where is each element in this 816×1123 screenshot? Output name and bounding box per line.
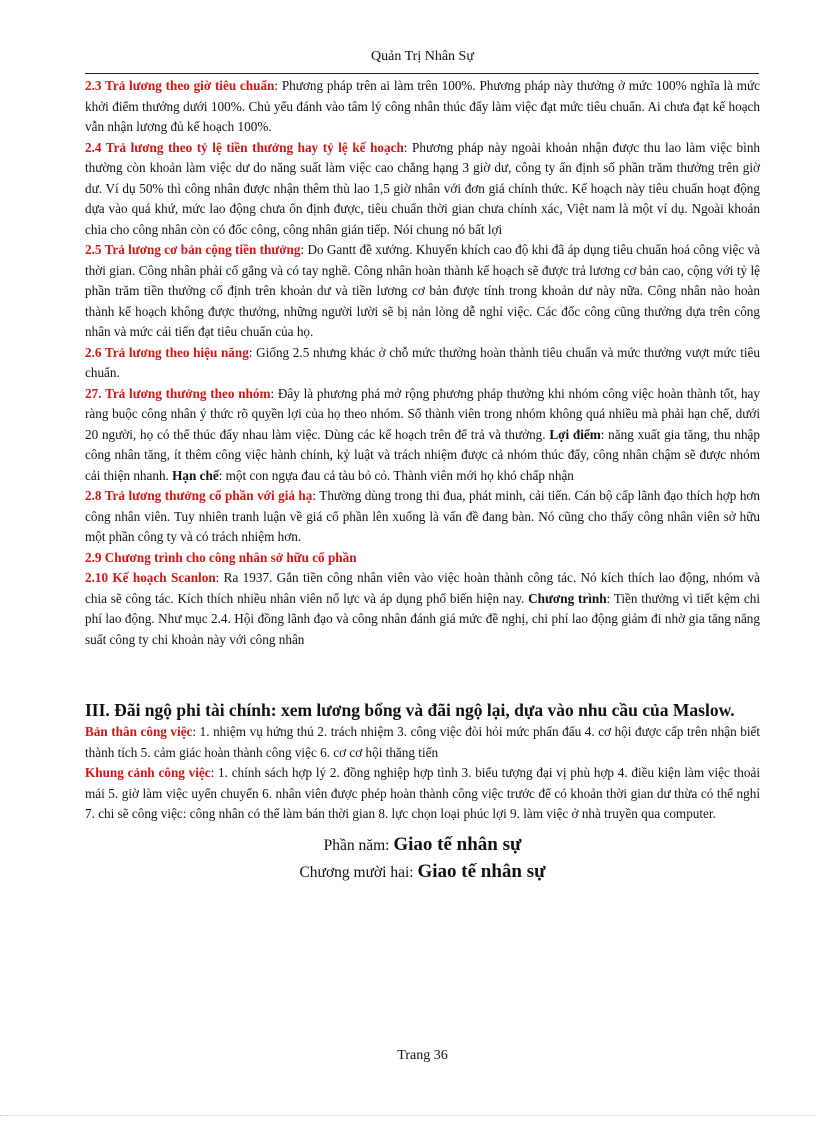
advantage-label: Lợi điểm <box>549 426 601 442</box>
heading-2-10: 2.10 Kế hoạch Scanlon <box>85 570 216 585</box>
paragraph-2-5 <box>85 240 760 343</box>
heading-2-6: 2.6 Trả lương theo hiệu năng <box>85 344 249 360</box>
paragraph-2-8 <box>85 486 760 548</box>
part-title <box>85 835 760 857</box>
paragraph-2-9 <box>85 548 760 569</box>
paragraph-environment <box>85 763 760 825</box>
text-2-3: : Phương pháp trên ai làm trên 100%. Phương pháp này thưởng ở mức 100% nghĩa là mức khởi điểm thưởng dưới 100%. Chủ yếu đánh vào tâm lý công nhân thúc đẩy làm việc đạt mức tiêu chuẩn. Ai chưa đạt kế hoạch vẫn nhận lương đủ kế hoạch 100%. <box>85 78 760 134</box>
page-edge <box>0 1115 816 1116</box>
chapter-name: Giao tế nhân sự <box>417 861 546 882</box>
paragraph-job <box>85 722 760 763</box>
text-2-7-c: : một con ngựa đau cả tàu bỏ cỏ. Thành viên mới họ khó chấp nhận <box>218 467 574 483</box>
job-label: Bản thân công việc <box>85 724 193 739</box>
paragraph-2-6 <box>85 343 760 384</box>
part-prefix: Phần năm: <box>323 836 394 854</box>
paragraph-2-4 <box>85 138 760 241</box>
text-2-10-a: : Ra 1937. Gắn tiền công nhân viên vào việc hoàn thành công tác. Nó kích thích lao động, nhóm và chia sẽ công tác. Kích thích nhiều nhân viên nổ lực và áp dụng phổ biến hiện nay. <box>85 570 761 606</box>
text-2-7-b: : năng xuất gia tăng, thu nhập công nhân tăng, ít thêm công việc hành chính, kỷ luật và trách nhiệm được cả nhóm thúc đẩy, công nhân chậm sẽ được nhóm cải thiện nhanh. <box>85 426 760 483</box>
text-2-10-b: : Tiền thưởng vì tiết kệm chi phí lao động. Như mục 2.4. Hội đồng lãnh đạo và công nhân đánh giá mức đề nghị, chi phí lao động giảm đi nhờ gia tăng năng suất công ty chi khoản này với công nhân <box>85 590 760 647</box>
section-3-heading: III. Đãi ngộ phi tài chính: xem lương bổng và đãi ngộ lại, dựa vào nhu cầu của Maslow. <box>85 700 735 720</box>
environment-label: Khung cảnh công việc <box>85 765 211 780</box>
chapter-title <box>85 862 760 884</box>
text-2-4: : Phương pháp này ngoài khoản nhận được thu lao làm việc bình thường còn khoản làm việc dư do năng suất làm việc cao chẳng hạng 3 giờ dư, công ty ấn định số phần trăm thưởng trên giờ dư. Ví dụ 50% thì công nhân được nhận thêm thù lao 1,5 giờ nhân với đơn giá chính thức. Kế hoạch này tiêu chuẩn hoạt động dựa vào quá khứ, mức lao động chưa ổn định được, tiêu chuẩn thời gian chưa chính xác, Việt nam là một ví dụ. Ngoài khoản chia cho công nhân còn có đốc công, công nhân gián tiếp. Nói chung nó bất lợi <box>85 139 761 237</box>
job-text: : 1. nhiệm vụ hứng thú 2. trách nhiệm 3. công việc đòi hỏi mức phấn đấu 4. cơ hội được cấp trên nhận biết thành tích 5. cảm giác hoàn thành công việc 6. cơ cơ hội thăng tiến <box>85 724 761 760</box>
page-number: Trang 36 <box>397 1048 448 1063</box>
header-rule <box>85 73 759 74</box>
heading-2-8: 2.8 Trả lương thưởng cổ phần với giá hạ <box>85 488 313 503</box>
text-2-8: : Thường dùng trong thi đua, phát minh, cải tiến. Cán bộ cấp lãnh đạo thích hợp hơn công nhân viên. Tuy nhiên tranh luận về giá cổ phần lên xuống là vấn đề đang bàn. Nó cũng cho thấy công nhân viên sở hữu một phần công ty và có trách nhiệm hơn. <box>85 488 760 544</box>
limit-label: Hạn chế <box>172 467 219 483</box>
heading-2-5: 2.5 Trả lương cơ bản cộng tiền thưởng <box>85 242 301 257</box>
program-label: Chương trình <box>528 590 607 606</box>
part-name: Giao tế nhân sự <box>393 833 522 855</box>
text-2-7-a: : Đây là phương phá mở rộng phương pháp thưởng khi nhóm công việc hoàn thành tốt, hay ràng buộc công nhân ý thức rõ quyền lợi của họ theo nhóm. Số thành viên trong nhóm không quá nhiều mà phải hạn chế, dưới 20 người, họ có thể thúc đẩy nhau làm việc. Dùng các kế hoạch trên để trả và thưởng. <box>85 385 760 442</box>
heading-2-9: 2.9 Chương trình cho công nhân sở hữu cổ phần <box>85 549 357 565</box>
document-body <box>85 76 760 884</box>
heading-2-4: 2.4 Trả lương theo tỷ lệ tiền thưởng hay tỷ lệ kế hoạch <box>85 139 404 155</box>
heading-2-3: 2.3 Trả lương theo giờ tiêu chuẩn <box>85 78 275 93</box>
text-2-6: : Giống 2.5 nhưng khác ở chỗ mức thưởng hoàn thành tiêu chuẩn và mức thưởng vượt mức tiêu chuẩn. <box>85 344 760 380</box>
environment-text: : 1. chính sách hợp lý 2. đồng nghiệp hợp tình 3. biểu tượng đại vị phù hợp 4. điều kiện làm việc thoải mái 5. giờ làm việc uyển chuyển 6. nhân viên được phép hoàn thành công việc trước để có khoản thời gian dư thừa có thể nghỉ 7. chi sẽ công việc: công nhân có thể làm bán thời gian 8. lực chọn loại phúc lợi 9. làm việc ở nhà truyền qua computer. <box>85 765 761 821</box>
heading-2-7: 27. Trả lương thưởng theo nhóm <box>85 385 271 401</box>
chapter-prefix: Chương mười hai: <box>299 864 418 881</box>
paragraph-2-7 <box>85 384 760 487</box>
paragraph-2-10 <box>85 568 760 650</box>
running-header: Quản Trị Nhân Sự <box>371 49 474 64</box>
text-2-5: : Do Gantt đề xướng. Khuyến khích cao độ khi đã áp dụng tiêu chuẩn hoá công việc và thời gian. Công nhân phải cố gắng và có tay nghề. Công nhân hoàn thành kế hoạch sẽ được trả lương cơ bản cao, cộng với tỷ lệ phần trăm tiền thưởng cố định trên khoản dư và tiền lương cơ bản được tính trong khoản dư này nữa. Công nhân nào hoàn thành kế hoạch không được thưởng, những người lười sẽ bị nản lòng dễ nghỉ việc. Các đốc công cũng thưởng dựa trên công nhân và mức cải tiến đạt tiêu chuẩn của họ. <box>85 242 761 339</box>
paragraph-2-3 <box>85 76 760 138</box>
